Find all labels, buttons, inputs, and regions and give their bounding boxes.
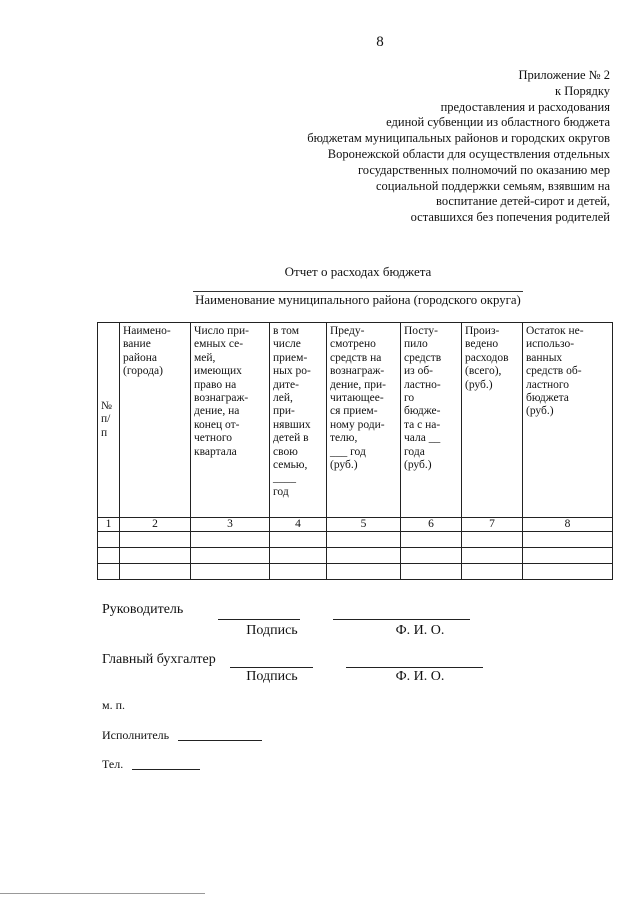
phone-line	[132, 769, 200, 770]
appendix-line: Воронежской области для осуществления отдельных	[327, 146, 610, 161]
column-header: № п/ п	[98, 323, 120, 518]
head-label: Руководитель	[102, 602, 184, 617]
table-cell	[327, 548, 401, 564]
accountant-signature-caption: Подпись	[246, 669, 298, 684]
appendix-line: социальной поддержки семьям, взявшим на	[376, 178, 610, 193]
table-cell	[270, 532, 327, 548]
table-row	[98, 564, 613, 580]
table-cell	[191, 532, 270, 548]
table-cell	[270, 564, 327, 580]
table-cell	[462, 564, 523, 580]
table-cell	[191, 564, 270, 580]
column-number: 2	[120, 518, 191, 532]
appendix-line: воспитание детей-сирот и детей,	[436, 194, 610, 209]
report-subtitle: Наименование муниципального района (городского округа)	[195, 293, 521, 307]
column-header: в том числе прием- ных ро- дите- лей, при- нявших детей в свою семью, ____ год	[270, 323, 327, 518]
table-header-row	[98, 323, 613, 518]
column-number-row	[98, 518, 613, 532]
table-cell	[401, 548, 462, 564]
table-cell	[462, 548, 523, 564]
head-signature-line	[218, 619, 300, 620]
appendix-line: государственных полномочий по оказанию мер	[357, 162, 610, 177]
table-cell	[120, 532, 191, 548]
executor-label: Исполнитель	[102, 728, 170, 742]
column-header: Посту- пило средств из об- ластно- го бюдже- та с на- чала __ года (руб.)	[401, 323, 462, 518]
column-number: 8	[523, 518, 613, 532]
column-header: Остаток не- использо- ванных средств об- ластного бюджета (руб.)	[523, 323, 613, 518]
table-cell	[270, 548, 327, 564]
column-number: 4	[270, 518, 327, 532]
accountant-label: Главный бухгалтер	[102, 652, 216, 667]
table-cell	[98, 548, 120, 564]
table-cell	[191, 548, 270, 564]
column-number: 5	[327, 518, 401, 532]
appendix-header	[250, 68, 610, 226]
column-header: Преду- смотрено средств на вознаграж- дение, при- читающее- ся прием- ному роди- телю, ___ год (руб.)	[327, 323, 401, 518]
table-cell	[98, 532, 120, 548]
appendix-line: к Порядку	[555, 83, 610, 98]
accountant-name-line	[346, 667, 483, 668]
table-row	[98, 532, 613, 548]
title-blank-line	[193, 291, 523, 292]
head-name-line	[333, 619, 470, 620]
column-number: 3	[191, 518, 270, 532]
head-signature-caption: Подпись	[246, 623, 298, 638]
appendix-line: бюджетам муниципальных районов и городских округов	[307, 131, 610, 146]
column-header: Наимено- вание района (города)	[120, 323, 191, 518]
column-number: 6	[401, 518, 462, 532]
appendix-line: единой субвенции из областного бюджета	[386, 115, 610, 130]
table-cell	[523, 532, 613, 548]
report-title: Отчет о расходах бюджета	[284, 264, 432, 279]
head-name-caption: Ф. И. О.	[395, 623, 445, 638]
column-number: 7	[462, 518, 523, 532]
table-row	[98, 548, 613, 564]
table-cell	[401, 564, 462, 580]
table-cell	[120, 548, 191, 564]
phone-label: Тел.	[102, 757, 124, 771]
report-table	[97, 322, 613, 580]
footer-rule	[0, 893, 205, 894]
appendix-line: оставшихся без попечения родителей	[410, 210, 610, 225]
accountant-signature-line	[230, 667, 313, 668]
table-cell	[120, 564, 191, 580]
column-number: 1	[98, 518, 120, 532]
table-cell	[327, 564, 401, 580]
appendix-line: Приложение № 2	[518, 68, 610, 82]
executor-line	[178, 740, 262, 741]
page-number: 8	[376, 34, 384, 50]
table-cell	[401, 532, 462, 548]
column-header: Число при- емных се- мей, имеющих право на вознаграж- дение, на конец от- четного квартала	[191, 323, 270, 518]
appendix-line: предоставления и расходования	[440, 99, 610, 114]
column-header: Произ- ведено расходов (всего), (руб.)	[462, 323, 523, 518]
accountant-name-caption: Ф. И. О.	[395, 669, 445, 684]
table-cell	[98, 564, 120, 580]
table-cell	[523, 564, 613, 580]
table-cell	[327, 532, 401, 548]
table-cell	[462, 532, 523, 548]
table-cell	[523, 548, 613, 564]
stamp-place: м. п.	[102, 698, 126, 712]
